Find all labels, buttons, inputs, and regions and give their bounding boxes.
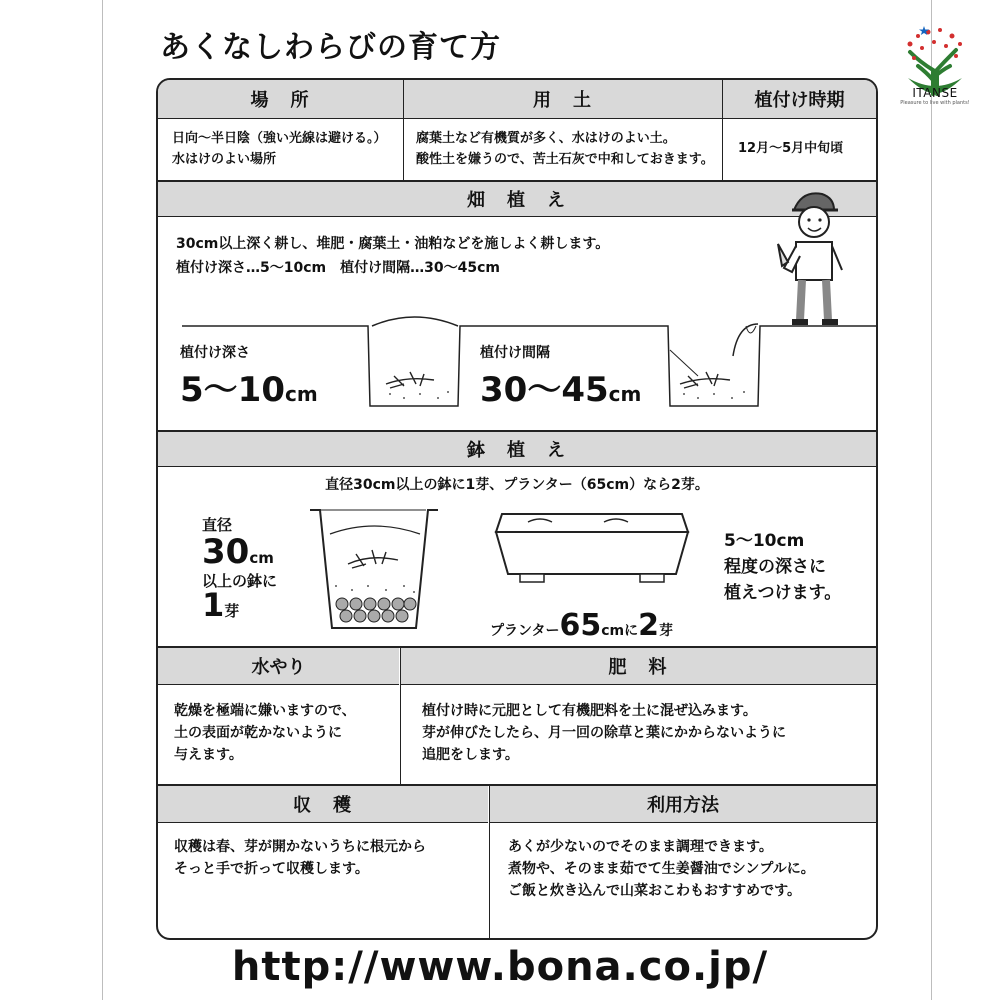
diameter-label: 直径 [202, 516, 233, 534]
divider [403, 80, 404, 180]
watering-text: 乾燥を極端に嫌いますので、 土の表面が乾かないように 与えます。 [174, 703, 356, 763]
planting-period-header: 植付け時期 [723, 80, 876, 119]
divider [489, 786, 490, 938]
spacing-label: 植付け間隔 [480, 345, 550, 361]
depth-label: 植付け深さ [180, 345, 250, 361]
divider [400, 648, 401, 784]
logo-brand: ITANSE [912, 86, 958, 100]
page-title: あくなしわらびの育て方 [160, 30, 501, 65]
soil-cell: 腐葉土など有機質が多く、水はけのよい土。 酸性土を嫌うので、苦土石灰で中和しておきます。 [416, 131, 714, 167]
planter-diagram-icon [492, 508, 692, 590]
logo-tagline: Pleasure to live with plants! [900, 100, 970, 106]
location-cell: 日向〜半日陰（強い光線は避ける。） 水はけのよい場所 [172, 131, 387, 167]
diameter-value: 30cm [202, 532, 274, 572]
spacing-value: 30〜45cm [480, 370, 642, 410]
harvest-header: 収 穫 [158, 786, 488, 823]
fertilizer-header: 肥 料 [401, 648, 876, 685]
pot-planting-header: 鉢 植 え [158, 432, 876, 467]
left-margin-line [102, 0, 103, 1000]
field-planting-header: 畑 植 え [158, 182, 876, 217]
fertilizer-text: 植付け時に元肥として有機肥料を土に混ぜ込みます。 芽が伸びたしたら、月一回の除草と葉にかからないように 追肥をします。 [422, 703, 786, 763]
watering-header: 水やり [158, 648, 399, 685]
field-description: 30cm以上深く耕し、堆肥・腐葉土・油粕などを施しよく耕します。 植付け深さ…5〜10cm 植付け間隔…30〜45cm [176, 236, 610, 276]
harvest-text: 収穫は春、芽が開かないうちに根元から そっと手で折って収穫します。 [174, 839, 426, 877]
pot-suffix: 以上の鉢に [202, 572, 278, 590]
planter-text: プランター65cmに2芽 [490, 608, 673, 643]
right-margin-line [931, 0, 932, 1000]
growing-guide-sheet [156, 78, 878, 940]
soil-header: 用 土 [404, 80, 722, 119]
farmer-with-trowel-icon [772, 184, 852, 330]
bud-count: 1芽 [202, 586, 240, 624]
pot-intro: 直径30cm以上の鉢に1芽、プランター（65cm）なら2芽。 [325, 477, 709, 493]
pot-diagram-icon [306, 504, 446, 634]
divider [722, 80, 723, 180]
pot-depth-note: 5〜10cm 程度の深さに 植えつけます。 [724, 531, 842, 603]
usage-header: 利用方法 [490, 786, 876, 823]
planting-period-cell: 12月〜5月中旬頃 [738, 141, 844, 156]
usage-text: あくが少ないのでそのまま調理できます。 煮物や、そのまま茹でて生姜醤油でシンプルに。 ご飯と炊き込んで山菜おこわもおすすめです。 [508, 839, 815, 899]
location-header: 場 所 [158, 80, 403, 119]
footer-url-link[interactable]: http://www.bona.co.jp/ [231, 944, 769, 990]
depth-value: 5〜10cm [180, 370, 318, 410]
